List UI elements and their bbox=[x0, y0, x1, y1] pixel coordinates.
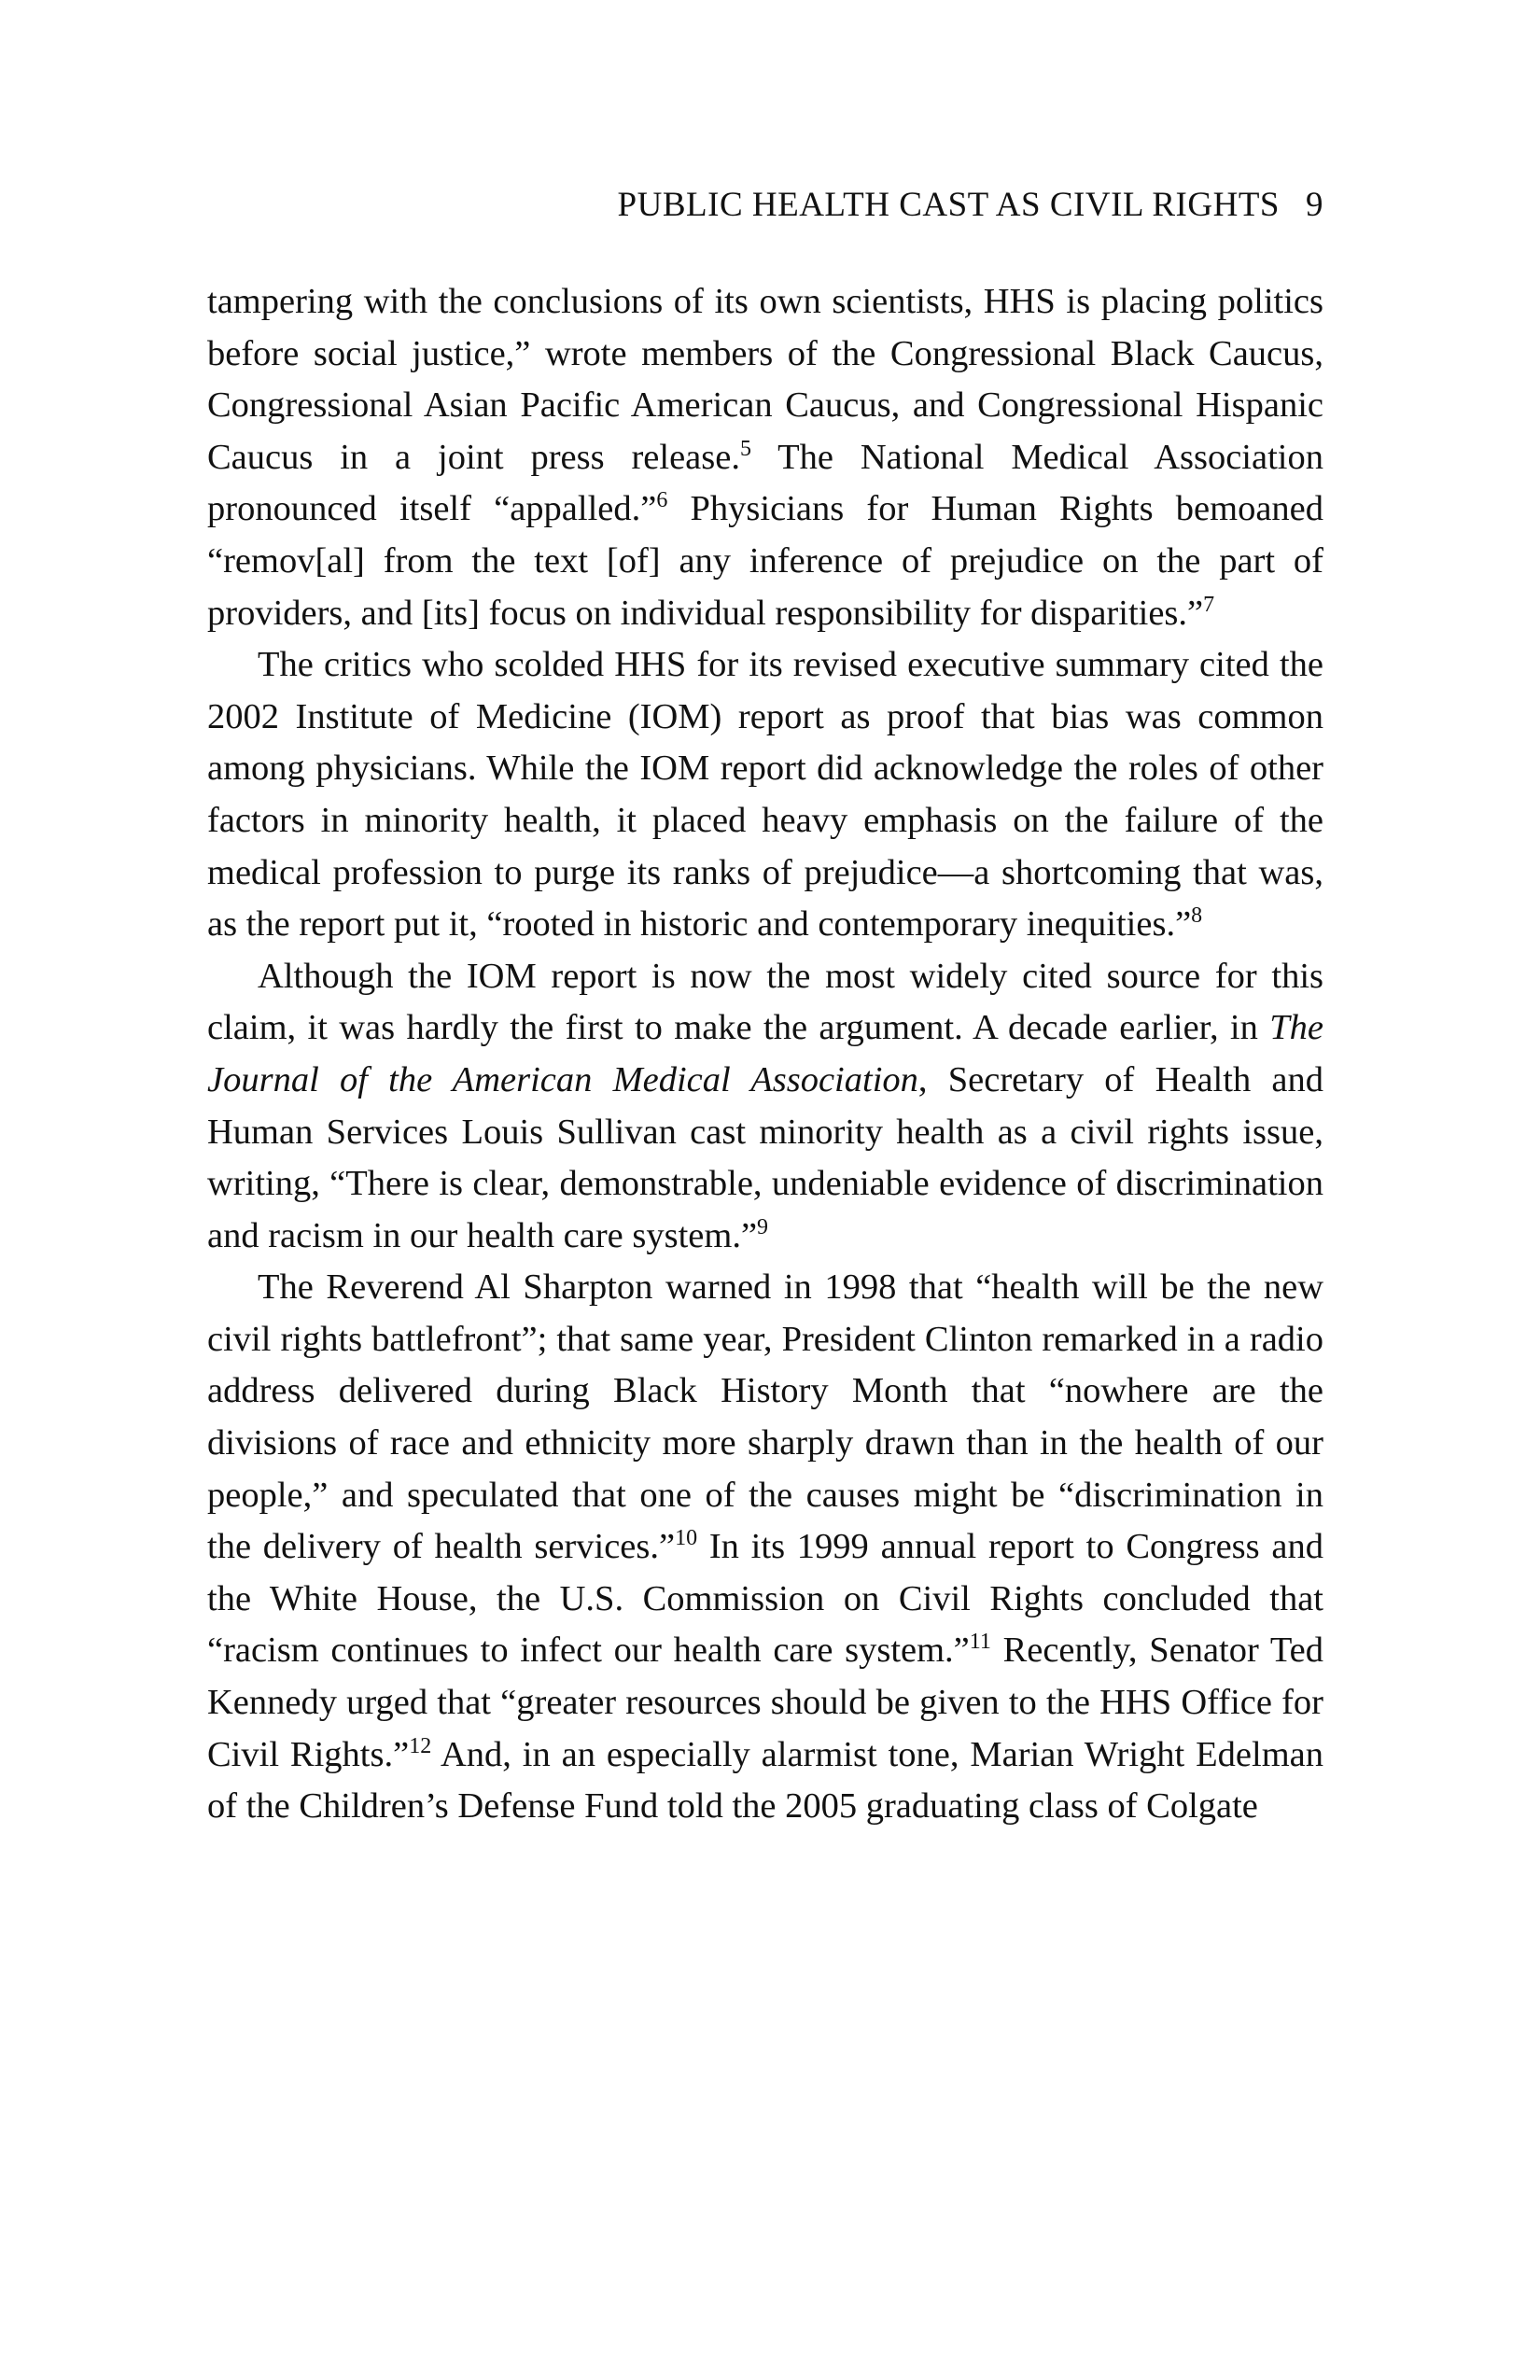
body-text bbox=[207, 276, 1323, 1833]
paragraph-text: Recently, Senator Ted Kennedy urged that “greater resources should be given to the HHS Office for Civil Rights.” bbox=[207, 1631, 1323, 1774]
paragraph-4 bbox=[207, 1262, 1323, 1833]
footnote-ref: 10 bbox=[675, 1526, 698, 1551]
paragraph-2 bbox=[207, 639, 1323, 951]
footnote-ref: 9 bbox=[757, 1214, 769, 1239]
paragraph-text: In its 1999 annual report to Congress and the White House, the U.S. Commission on Civil Rights concluded that “racism continues to infect our health care system.” bbox=[207, 1527, 1323, 1671]
running-header bbox=[207, 183, 1323, 228]
paragraph-text: Physicians for Human Rights bemoaned “remov[al] from the text [of] any inference of prejudice on the part of providers, and [its] focus on individual responsibility for disparities.” bbox=[207, 489, 1323, 633]
paragraph-text: , Secretary of Health and Human Services Louis Sullivan cast minority health as a civil rights issue, writing, “There is clear, demonstrable, undeniable evidence of discrimination and racism in our health care system.” bbox=[207, 1059, 1323, 1255]
paragraph-3 bbox=[207, 951, 1323, 1263]
paragraph-text: The National Medical Association pronounced itself “appalled.” bbox=[207, 437, 1323, 529]
paragraph-text: Although the IOM report is now the most widely cited source for this claim, it was hardly the first to make the argument. A decade earlier, in bbox=[207, 956, 1323, 1048]
paragraph-1 bbox=[207, 276, 1323, 639]
journal-title: The Journal of the American Medical Association bbox=[207, 1008, 1323, 1099]
paragraph-text: The Reverend Al Sharpton warned in 1998 that “health will be the new civil rights battlefront”; that same year, President Clinton remarked in a radio address delivered during Black History Month that “nowhere are the divisions of race and ethnicity more sharply drawn than in the health of our people,” and speculated that one of the causes might be “discrimination in the delivery of health services.” bbox=[207, 1267, 1323, 1567]
paragraph-text: And, in an especially alarmist tone, Marian Wright Edelman of the Children’s Defense Fund told the 2005 graduating class of Colgate bbox=[207, 1734, 1323, 1827]
paragraph-text: The critics who scolded HHS for its revised executive summary cited the 2002 Institute of Medicine (IOM) report as proof that bias was common among physicians. While the IOM report did acknowledge the roles of other factors in minority health, it placed heavy emphasis on the failure of the medical profession to purge its ranks of prejudice—a shortcoming that was, as the report put it, “rooted in historic and contemporary inequities.” bbox=[207, 645, 1323, 945]
footnote-ref: 7 bbox=[1203, 592, 1215, 617]
footnote-ref: 12 bbox=[409, 1733, 432, 1758]
page-number: 9 bbox=[1306, 186, 1323, 224]
footnote-ref: 8 bbox=[1191, 903, 1203, 929]
running-title: PUBLIC HEALTH CAST AS CIVIL RIGHTS bbox=[617, 186, 1280, 224]
paragraph-text: tampering with the conclusions of its own scientists, HHS is placing politics before social justice,” wrote members of the Congressional Black Caucus, Congressional Asian Pacific American Caucus, and Congressional Hispanic Caucus in a joint press release. bbox=[207, 282, 1323, 477]
footnote-ref: 6 bbox=[656, 488, 668, 513]
footnote-ref: 11 bbox=[969, 1630, 991, 1655]
footnote-ref: 5 bbox=[739, 436, 751, 461]
